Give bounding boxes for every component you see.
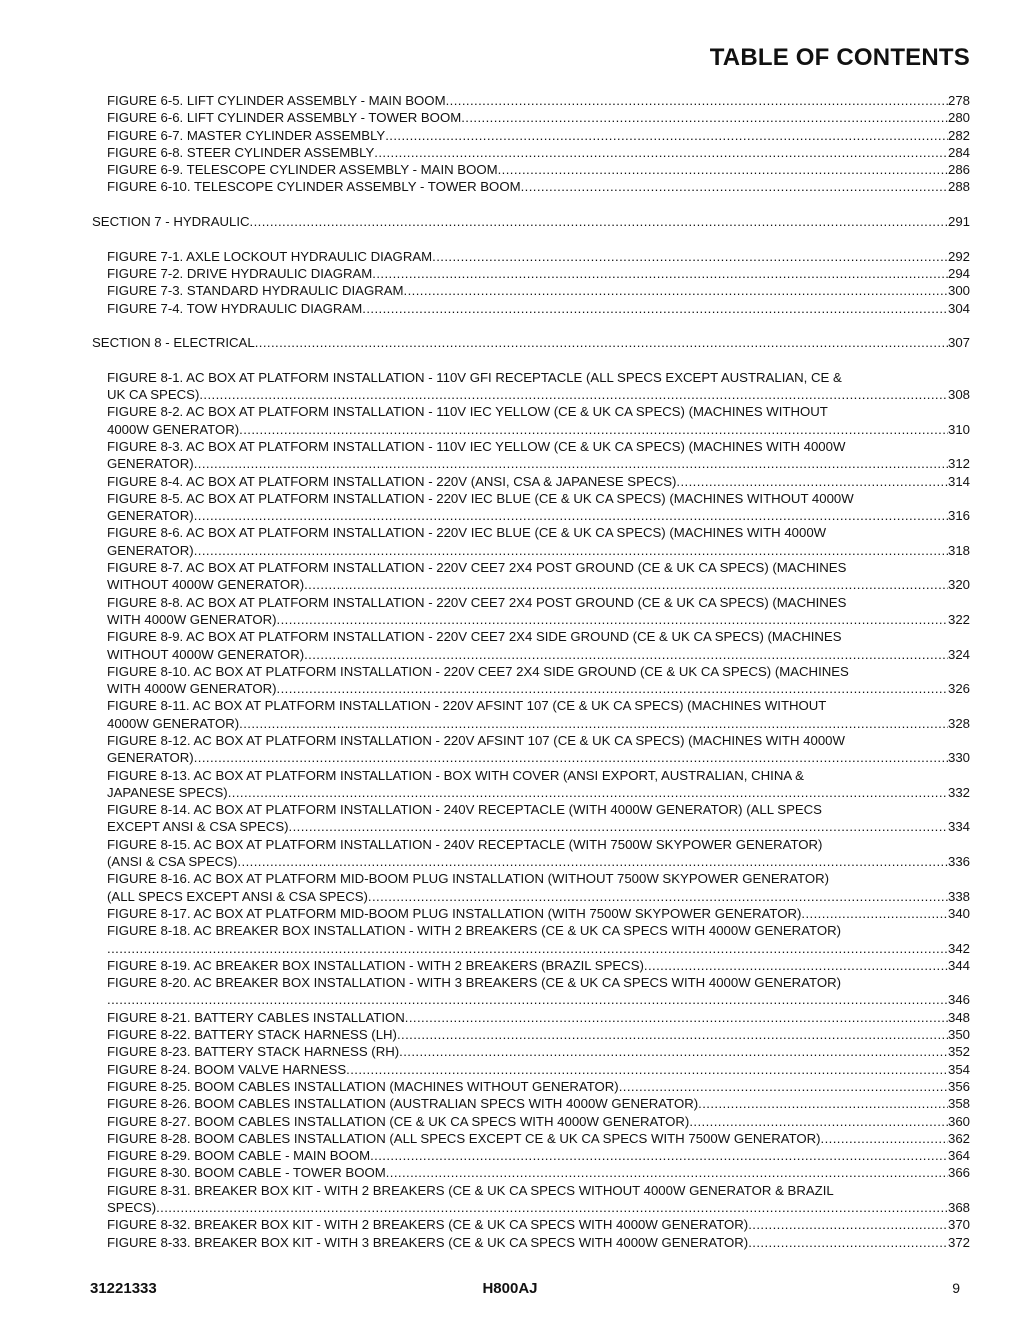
dot-leader (304, 576, 948, 593)
toc-entry-title: SECTION 7 - HYDRAULIC (92, 214, 250, 230)
toc-figure-entry[interactable] (107, 1061, 970, 1078)
toc-figure-entry[interactable] (107, 300, 970, 317)
toc-figure-entry[interactable] (107, 1216, 970, 1233)
page-title: TABLE OF CONTENTS (709, 44, 970, 71)
toc-entry-title-line: FIGURE 8-10. AC BOX AT PLATFORM INSTALLATION - 220V CEE7 2X4 SIDE GROUND (CE & UK CA SPECS) (MACHINES (107, 663, 849, 679)
toc-entry-title: WITHOUT 4000W GENERATOR) (107, 577, 305, 593)
toc-figure-entry[interactable] (107, 559, 970, 594)
toc-figure-entry[interactable] (107, 473, 970, 490)
toc-entry-title-line: FIGURE 8-7. AC BOX AT PLATFORM INSTALLATION - 220V CEE7 2X4 POST GROUND (CE & UK CA SPECS) (MACHINES (107, 560, 847, 576)
toc-entry-title: FIGURE 6-5. LIFT CYLINDER ASSEMBLY - MAIN BOOM (107, 93, 446, 108)
toc-entry-title-line: FIGURE 8-6. AC BOX AT PLATFORM INSTALLATION - 220V IEC BLUE (CE & UK CA SPECS) (MACHINES WITH 4000W (107, 525, 827, 541)
toc-page-number: 336 (947, 854, 970, 870)
toc-entry-title: FIGURE 8-24. BOOM VALVE HARNESS (107, 1061, 347, 1077)
toc-figure-entry[interactable] (107, 905, 970, 922)
toc-entry-title-line: FIGURE 8-12. AC BOX AT PLATFORM INSTALLATION - 220V AFSINT 107 (CE & UK CA SPECS) (MACHINES WITH 4000W (107, 732, 845, 748)
dot-leader (239, 421, 948, 438)
toc-entry-title-line: FIGURE 8-16. AC BOX AT PLATFORM MID-BOOM PLUG INSTALLATION (WITHOUT 7500W SKYPOWER GENERATOR) (107, 871, 830, 887)
toc-entry-title-line: FIGURE 8-14. AC BOX AT PLATFORM INSTALLATION - 240V RECEPTACLE (WITH 4000W GENERATOR) (ALL SPECS (107, 802, 822, 818)
toc-entry-title: WITH 4000W GENERATOR) (107, 681, 277, 697)
toc-page-number: 330 (947, 750, 970, 766)
dot-leader (689, 1113, 948, 1130)
dot-leader (397, 1026, 948, 1043)
toc-page-number: 286 (947, 162, 970, 178)
toc-figure-entry[interactable] (107, 767, 970, 802)
toc-entry-title: FIGURE 6-8. STEER CYLINDER ASSEMBLY (107, 144, 375, 160)
toc-page-number: 320 (947, 577, 970, 593)
toc-entry-title: FIGURE 8-21. BATTERY CABLES INSTALLATION (107, 1009, 405, 1025)
dot-leader (698, 1095, 948, 1112)
toc-entry-title: GENERATOR) (107, 456, 194, 472)
toc-figure-entry[interactable] (107, 490, 970, 525)
toc-page-number: 332 (947, 784, 970, 800)
dot-leader (372, 265, 948, 282)
toc-figure-entry[interactable] (107, 265, 970, 282)
toc-figure-entry[interactable] (107, 144, 970, 161)
toc-page-number: 352 (947, 1044, 970, 1060)
toc-page-number: 370 (947, 1217, 970, 1233)
dot-leader (446, 92, 948, 109)
toc-figure-entry[interactable] (107, 1234, 970, 1251)
toc-entry-title: EXCEPT ANSI & CSA SPECS) (107, 819, 289, 835)
dot-leader (255, 334, 948, 351)
dot-leader (748, 1216, 948, 1233)
dot-leader (239, 715, 948, 732)
dot-leader (277, 611, 948, 628)
toc-figure-entry[interactable] (107, 403, 970, 438)
toc-section-entry[interactable] (92, 334, 970, 351)
toc-entry-title-line: FIGURE 8-31. BREAKER BOX KIT - WITH 2 BREAKERS (CE & UK CA SPECS WITHOUT 4000W GENERATOR & BRAZIL (107, 1182, 834, 1198)
toc-entry-title: (ANSI & CSA SPECS) (107, 854, 238, 870)
toc-figure-entry[interactable] (107, 127, 970, 144)
toc-entry-title-line: FIGURE 8-20. AC BREAKER BOX INSTALLATION - WITH 3 BREAKERS (CE & UK CA SPECS WITH 4000W GENERATOR) (107, 975, 842, 991)
toc-section-entry[interactable] (92, 213, 970, 230)
dot-leader (289, 818, 948, 835)
toc-page-number: 308 (947, 387, 970, 403)
toc-page-number: 318 (947, 542, 970, 558)
toc-figure-entry[interactable] (107, 1095, 970, 1112)
toc-page-number: 326 (947, 681, 970, 697)
toc-entry-title-line: FIGURE 8-2. AC BOX AT PLATFORM INSTALLATION - 110V IEC YELLOW (CE & UK CA SPECS) (MACHINES WITHOUT (107, 404, 828, 420)
toc-entry-title: UK CA SPECS) (107, 387, 200, 403)
toc-figure-entry[interactable] (107, 594, 970, 629)
dot-leader (432, 248, 948, 265)
toc-figure-entry[interactable] (107, 524, 970, 559)
toc-entry-title: FIGURE 7-1. AXLE LOCKOUT HYDRAULIC DIAGRAM (107, 248, 433, 264)
toc-figure-entry[interactable] (107, 161, 970, 178)
toc-page-number: 280 (947, 110, 970, 126)
dot-leader (194, 455, 948, 472)
toc-entry-title: FIGURE 8-27. BOOM CABLES INSTALLATION (CE & UK CA SPECS WITH 4000W GENERATOR) (107, 1113, 690, 1129)
toc-entry-title: FIGURE 8-26. BOOM CABLES INSTALLATION (AUSTRALIAN SPECS WITH 4000W GENERATOR) (107, 1096, 699, 1112)
toc-entry-title: (ALL SPECS EXCEPT ANSI & CSA SPECS) (107, 888, 368, 904)
toc-figure-entry[interactable] (107, 248, 970, 265)
page-number: 9 (952, 1280, 960, 1296)
toc-figure-entry[interactable] (107, 1078, 970, 1095)
toc-entry-title: FIGURE 8-29. BOOM CABLE - MAIN BOOM (107, 1148, 371, 1164)
toc-entry-title: GENERATOR) (107, 508, 194, 524)
toc-entry-title-line: FIGURE 8-5. AC BOX AT PLATFORM INSTALLATION - 220V IEC BLUE (CE & UK CA SPECS) (MACHINES WITHOUT 4000W (107, 490, 854, 506)
toc-figure-entry[interactable] (107, 732, 970, 767)
toc-entry-title-line: FIGURE 8-3. AC BOX AT PLATFORM INSTALLATION - 110V IEC YELLOW (CE & UK CA SPECS) (MACHINES WITH 4000W (107, 438, 846, 454)
toc-figure-entry[interactable] (107, 922, 970, 957)
toc-entry-title-line: FIGURE 8-15. AC BOX AT PLATFORM INSTALLATION - 240V RECEPTACLE (WITH 7500W SKYPOWER GENERATOR) (107, 836, 823, 852)
toc-entry-title: JAPANESE SPECS) (107, 784, 228, 800)
dot-leader (619, 1078, 948, 1095)
toc-page-number: 354 (947, 1061, 970, 1077)
toc-entry-title-line: FIGURE 8-18. AC BREAKER BOX INSTALLATION - WITH 2 BREAKERS (CE & UK CA SPECS WITH 4000W GENERATOR) (107, 923, 842, 939)
toc-figure-entry[interactable] (107, 1026, 970, 1043)
toc-entry-title: FIGURE 8-25. BOOM CABLES INSTALLATION (MACHINES WITHOUT GENERATOR) (107, 1078, 619, 1094)
toc-entry-title: WITHOUT 4000W GENERATOR) (107, 646, 305, 662)
document-number: 31221333 (90, 1280, 157, 1297)
toc-entry-title-line: FIGURE 8-1. AC BOX AT PLATFORM INSTALLATION - 110V GFI RECEPTACLE (ALL SPECS EXCEPT AUSTRALIAN, CE & (107, 369, 842, 385)
dot-leader (399, 1043, 948, 1060)
dot-leader (156, 1199, 948, 1216)
toc-figure-entry[interactable] (107, 178, 970, 195)
toc-figure-entry[interactable] (107, 801, 970, 836)
toc-entry-title: FIGURE 7-4. TOW HYDRAULIC DIAGRAM (107, 300, 363, 316)
toc-entry-title: SECTION 8 - ELECTRICAL (92, 335, 255, 351)
toc-page-number: 322 (947, 611, 970, 627)
toc-figure-entry[interactable] (107, 1164, 970, 1181)
dot-leader (386, 1164, 948, 1181)
toc-figure-entry[interactable] (107, 836, 970, 871)
toc-page-number: 284 (947, 144, 970, 160)
dot-leader (194, 507, 948, 524)
dot-leader (362, 300, 948, 317)
toc-page-number: 360 (947, 1113, 970, 1129)
toc-figure-entry[interactable] (107, 369, 970, 404)
dot-leader (498, 161, 948, 178)
toc-page-number: 362 (947, 1130, 970, 1146)
toc-entry-title: FIGURE 6-10. TELESCOPE CYLINDER ASSEMBLY - TOWER BOOM (107, 179, 521, 195)
toc-entry-title: FIGURE 7-2. DRIVE HYDRAULIC DIAGRAM (107, 265, 373, 281)
toc-figure-entry[interactable] (107, 870, 970, 905)
dot-leader (107, 991, 948, 1008)
toc-page-number: 372 (947, 1234, 970, 1250)
toc-page-number: 358 (947, 1096, 970, 1112)
toc-page-number: 366 (947, 1165, 970, 1181)
toc-figure-entry[interactable] (107, 697, 970, 732)
toc-entry-title: 4000W GENERATOR) (107, 421, 240, 437)
model-name: H800AJ (482, 1280, 538, 1297)
toc-page-number: 340 (947, 905, 970, 921)
toc-page-number: 316 (947, 508, 970, 524)
dot-leader (107, 940, 948, 957)
toc-page-number: 324 (947, 646, 970, 662)
toc-entry-title: FIGURE 8-33. BREAKER BOX KIT - WITH 3 BREAKERS (CE & UK CA SPECS WITH 4000W GENERATOR) (107, 1234, 749, 1250)
toc-entry-title: FIGURE 8-28. BOOM CABLES INSTALLATION (ALL SPECS EXCEPT CE & UK CA SPECS WITH 7500W GENERATOR) (107, 1130, 821, 1146)
toc-figure-entry[interactable] (107, 1043, 970, 1060)
dot-leader (370, 1147, 948, 1164)
dot-leader (194, 749, 948, 766)
toc-figure-entry[interactable] (107, 663, 970, 698)
toc-page-number: 350 (947, 1027, 970, 1043)
toc-figure-entry[interactable] (107, 282, 970, 299)
dot-leader (404, 282, 948, 299)
toc-entry-title: 4000W GENERATOR) (107, 715, 240, 731)
dot-leader (676, 473, 948, 490)
toc-page-number: 328 (947, 715, 970, 731)
table-of-contents (0, 92, 1024, 1251)
toc-page-number: 307 (947, 335, 970, 351)
toc-figure-entry[interactable] (107, 974, 970, 1009)
toc-entry-title: GENERATOR) (107, 542, 194, 558)
toc-figure-entry[interactable] (107, 1182, 970, 1217)
toc-page-number: 282 (947, 127, 970, 143)
toc-figure-entry[interactable] (107, 1113, 970, 1130)
toc-page-number: 278 (947, 93, 970, 108)
toc-entry-title-line: FIGURE 8-11. AC BOX AT PLATFORM INSTALLATION - 220V AFSINT 107 (CE & UK CA SPECS) (MACHINES WITHOUT (107, 698, 827, 714)
dot-leader (461, 109, 948, 126)
toc-page-number: 294 (947, 265, 970, 281)
toc-page-number: 348 (947, 1009, 970, 1025)
dot-leader (801, 905, 948, 922)
toc-entry-title: FIGURE 8-30. BOOM CABLE - TOWER BOOM (107, 1165, 386, 1181)
toc-entry-title: FIGURE 8-17. AC BOX AT PLATFORM MID-BOOM PLUG INSTALLATION (WITH 7500W SKYPOWER GENERATOR) (107, 905, 802, 921)
dot-leader (199, 386, 948, 403)
dot-leader (228, 784, 948, 801)
toc-entry-title-line: FIGURE 8-8. AC BOX AT PLATFORM INSTALLATION - 220V CEE7 2X4 POST GROUND (CE & UK CA SPECS) (MACHINES (107, 594, 847, 610)
dot-leader (385, 127, 948, 144)
toc-page-number: 292 (947, 248, 970, 264)
toc-entry-title: FIGURE 7-3. STANDARD HYDRAULIC DIAGRAM (107, 283, 404, 299)
toc-page-number: 288 (947, 179, 970, 195)
dot-leader (644, 957, 948, 974)
toc-figure-entry[interactable] (107, 1147, 970, 1164)
toc-entry-title: FIGURE 8-22. BATTERY STACK HARNESS (LH) (107, 1027, 397, 1043)
toc-page-number: 364 (947, 1148, 970, 1164)
toc-entry-title: SPECS) (107, 1200, 157, 1215)
toc-page-number: 291 (947, 214, 970, 230)
dot-leader (277, 680, 948, 697)
dot-leader (521, 178, 948, 195)
toc-page-number: 342 (947, 940, 970, 956)
dot-leader (368, 888, 948, 905)
dot-leader (237, 853, 948, 870)
toc-entry-title: FIGURE 8-4. AC BOX AT PLATFORM INSTALLATION - 220V (ANSI, CSA & JAPANESE SPECS) (107, 473, 677, 489)
toc-figure-entry[interactable] (107, 628, 970, 663)
toc-page-number: 304 (947, 300, 970, 316)
toc-page-number: 338 (947, 888, 970, 904)
dot-leader (374, 144, 948, 161)
dot-leader (748, 1234, 948, 1251)
toc-page-number: 310 (947, 421, 970, 437)
toc-figure-entry[interactable] (107, 92, 970, 109)
toc-figure-entry[interactable] (107, 957, 970, 974)
dot-leader (304, 646, 948, 663)
toc-page-number: 368 (947, 1200, 970, 1215)
toc-figure-entry[interactable] (107, 109, 970, 126)
toc-entry-title: FIGURE 8-23. BATTERY STACK HARNESS (RH) (107, 1044, 400, 1060)
toc-page-number: 314 (947, 473, 970, 489)
dot-leader (346, 1061, 948, 1078)
dot-leader (821, 1130, 948, 1147)
toc-page-number: 346 (947, 992, 970, 1008)
toc-entry-title: FIGURE 6-6. LIFT CYLINDER ASSEMBLY - TOWER BOOM (107, 110, 462, 126)
toc-entry-title-line: FIGURE 8-9. AC BOX AT PLATFORM INSTALLATION - 220V CEE7 2X4 SIDE GROUND (CE & UK CA SPECS) (MACHINES (107, 629, 842, 645)
toc-entry-title: FIGURE 6-7. MASTER CYLINDER ASSEMBLY (107, 127, 386, 143)
toc-page-number: 300 (947, 283, 970, 299)
toc-figure-entry[interactable] (107, 438, 970, 473)
toc-entry-title: FIGURE 6-9. TELESCOPE CYLINDER ASSEMBLY - MAIN BOOM (107, 162, 498, 178)
toc-figure-entry[interactable] (107, 1130, 970, 1147)
toc-entry-title: FIGURE 8-32. BREAKER BOX KIT - WITH 2 BREAKERS (CE & UK CA SPECS WITH 4000W GENERATOR) (107, 1217, 749, 1233)
dot-leader (250, 213, 948, 230)
toc-entry-title-line: FIGURE 8-13. AC BOX AT PLATFORM INSTALLATION - BOX WITH COVER (ANSI EXPORT, AUSTRALIAN, CHINA & (107, 767, 804, 783)
toc-page-number: 344 (947, 957, 970, 973)
dot-leader (194, 542, 948, 559)
toc-figure-entry[interactable] (107, 1009, 970, 1026)
toc-page-number: 334 (947, 819, 970, 835)
toc-page-number: 312 (947, 456, 970, 472)
toc-page-number: 356 (947, 1078, 970, 1094)
dot-leader (405, 1009, 948, 1026)
toc-entry-title: WITH 4000W GENERATOR) (107, 611, 277, 627)
toc-entry-title: FIGURE 8-19. AC BREAKER BOX INSTALLATION - WITH 2 BREAKERS (BRAZIL SPECS) (107, 957, 644, 973)
toc-entry-title: GENERATOR) (107, 750, 194, 766)
